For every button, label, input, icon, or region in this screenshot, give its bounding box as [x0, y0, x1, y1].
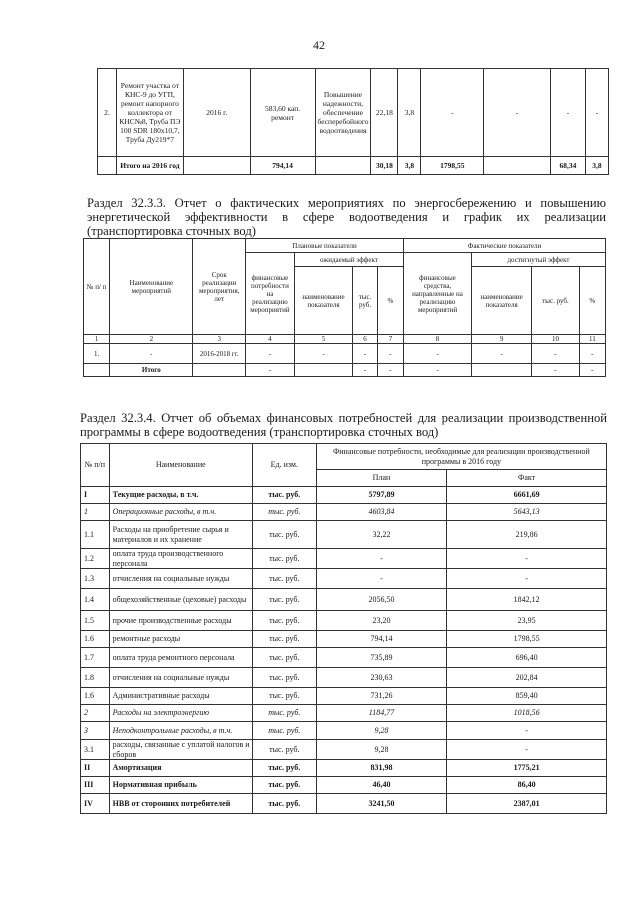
- table-row: 2 Расходы на электроэнергию тыс. руб. 1184,77 1018,56: [81, 705, 607, 722]
- table-row: III Нормативная прибыль тыс. руб. 46,40 86,40: [81, 777, 607, 794]
- table-row: I Текущие расходы, в т.ч. тыс. руб. 5797,89 6661,69: [81, 487, 607, 504]
- financial-needs-table: № п/п Наименование Ед. изм. Финансовые потребности, необходимые для реализации производственной программы в 2016 году План Факт I Текущие расходы, в т.ч. тыс. руб. 5797,89 6661,69 1 Операционные расходы, в т.ч. тыс. руб. 4603,84 5643,13 1.1 Расходы на приобретение сырья и материалов и их хранение тыс. руб. 32,22 219,86 1.2 оплата труда производственного персонала тыс. руб. - - 1.3 отчисления на социальные нужды тыс. руб. - - 1.4 общехозяйственные (цеховые) расходы тыс. руб. 2056,50 1842,12 1.5 прочие производственные расходы тыс. руб. 23,20 23,95 1.6 ремонтные расходы тыс. руб. 794,14 1798,55 1.7 оплата труда ремонтного персонала тыс. руб. 735,89 696,40 1.8 отчисления на социальные нужды тыс. руб. 230,63 202,84 1.6 Административные расходы тыс. руб. 731,26 859,40 2 Расходы на электроэнергию тыс. руб. 1184,77 1018,56 3 Неподконтрольные расходы, в т.ч. тыс. руб. 9,28 - 3.1 расходы, связанные с уплатой налогов и сборов тыс. руб. 9,28 - II Амортизация тыс. руб. 831,98 1775,21 III Нормативная прибыль тыс. руб. 46,40 86,40 IV НВВ от сторонних потребителей тыс. руб. 3241,50 2387,01: [80, 443, 607, 814]
- table-row: 3.1 расходы, связанные с уплатой налогов и сборов тыс. руб. 9,28 -: [81, 740, 607, 760]
- table-row: II Амортизация тыс. руб. 831,98 1775,21: [81, 760, 607, 777]
- page-number: 42: [313, 38, 325, 52]
- table-total-row: Итого - - - - - -: [84, 364, 606, 377]
- energy-saving-table: № п/ п Наименование мероприятий Срок реализации мероприятия, лет Плановые показатели Фактические показатели финансовые потребности на реализацию мероприятий ожидаемый эффект финансовые средства, направленные на реализацию мероприятий достигнутый эффект наименование показателя тыс. руб. % наименование показателя тыс. руб. % 1 2 3 4 5 6 7 8 9 10 11 1. - 2016-2018 гг. - - - - - - - - Итого - - - - - -: [83, 238, 606, 377]
- table-row: IV НВВ от сторонних потребителей тыс. руб. 3241,50 2387,01: [81, 794, 607, 814]
- table-row: 1.2 оплата труда производственного персонала тыс. руб. - -: [81, 549, 607, 569]
- table-row: 1. - 2016-2018 гг. - - - - - - - -: [84, 344, 606, 364]
- table-row: 1.5 прочие производственные расходы тыс. руб. 23,20 23,95: [81, 611, 607, 631]
- column-numbers-row: 1 2 3 4 5 6 7 8 9 10 11: [84, 335, 606, 344]
- table-row: 1.3 отчисления на социальные нужды тыс. руб. - -: [81, 569, 607, 589]
- table-row: 2. Ремонт участка от КНС-9 до УГП, ремонт напорного коллектора от КНС№8, Труба ПЭ 100 SDR 180х10,7, Труба Ду219*7 2016 г. 583,60 кап. ремонт Повышение надежности, обеспечение бесперебойного водоотведения 22,18 3,8 - - - -: [98, 69, 609, 157]
- section-heading-32-3-4: Раздел 32.3.4. Отчет об объемах финансовых потребностей для реализации производственной программы в сфере водоотведения (транспортировка сточных вод): [80, 411, 607, 439]
- table-row: 1.7 оплата труда ремонтного персонала тыс. руб. 735,89 696,40: [81, 648, 607, 668]
- table-row: 1.1 Расходы на приобретение сырья и материалов и их хранение тыс. руб. 32,22 219,86: [81, 521, 607, 549]
- table-row: 1.8 отчисления на социальные нужды тыс. руб. 230,63 202,84: [81, 668, 607, 688]
- table-row: 1.6 Административные расходы тыс. руб. 731,26 859,40: [81, 688, 607, 705]
- table-row: 1 Операционные расходы, в т.ч. тыс. руб. 4603,84 5643,13: [81, 504, 607, 521]
- investment-table: [97, 68, 609, 175]
- table-row: 3 Неподконтрольные расходы, в т.ч. тыс. руб. 9,28 -: [81, 722, 607, 740]
- table-row: 1.4 общехозяйственные (цеховые) расходы тыс. руб. 2056,50 1842,12: [81, 589, 607, 611]
- table-total-row: Итого на 2016 год 794,14 30,18 3,8 1798,55 68,34 3,8: [98, 157, 609, 175]
- table-row: 1.6 ремонтные расходы тыс. руб. 794,14 1798,55: [81, 631, 607, 648]
- section-heading-32-3-3: Раздел 32.3.3. Отчет о фактических мероприятиях по энергосбережению и повышению энергетической эффективности в сфере водоотведения и график их реализации (транспортировка сточных вод): [87, 196, 606, 238]
